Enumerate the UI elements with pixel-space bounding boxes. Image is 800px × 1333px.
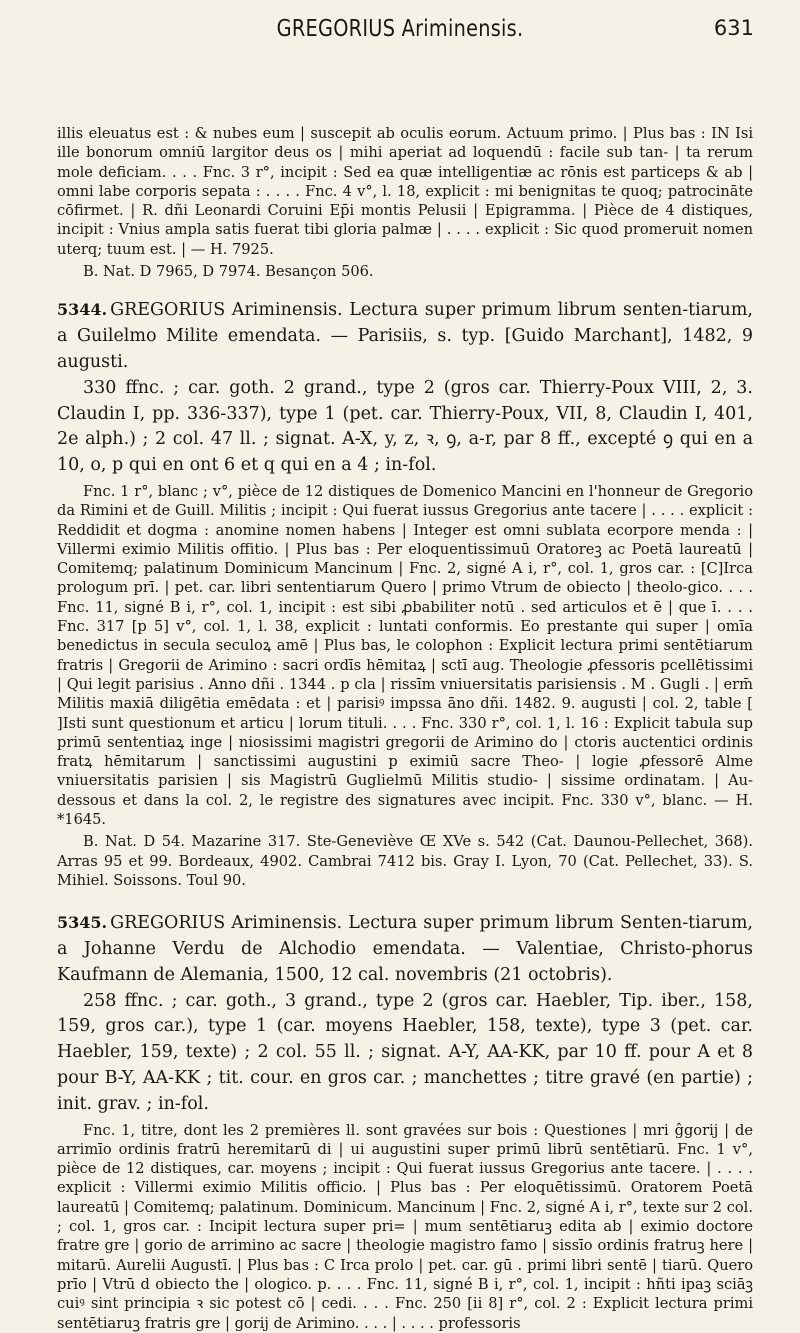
paragraph-text: GREGORIUS Ariminensis. Lectura super primum librum Senten-tiarum, a Johanne Verdu de Alchodio emendata. — Valentiae, Christo-phorus Kaufmann de Alemania, 1500, 12 cal. novembris (21 octobris). (57, 913, 753, 985)
catalog-entry-paragraph (57, 297, 753, 375)
text-column (57, 124, 753, 1333)
paragraph-text: illis eleuatus est : & nubes eum | suscepit ab oculis eorum. Actuum primo. | Plus bas : IN Isi ille bonorum omniū largitor deus os | mihi aperiat ad loquendū : facile sub tan- | ta rerum mole deficiam. . . . Fnc. 3 r°, incipit : Sed ea quæ intelligentiæ ac rōnis est particeps & ab | omni labe corporis sepata : . . . . Fnc. 4 v°, l. 18, explicit : mi benignitas te quoq; patrocināte cōfirmet. | R. dñi Leonardi Coruini Ep̄i montis Pelusii | Epigramma. | Pièce de 4 distiques, incipit : Vnius ampla satis fuerat tibi gloria palmæ | . . . . explicit : Sic quod promeruit nomen uterq; tuum est. | — H. 7925. (57, 125, 753, 258)
paragraph-text: B. Nat. D 7965, D 7974. Besançon 506. (83, 263, 374, 281)
note-paragraph (57, 124, 753, 259)
catalog-entry-paragraph (57, 910, 753, 988)
paragraph-text: B. Nat. D 54. Mazarine 317. Ste-Geneviève Œ XVe s. 542 (Cat. Daunou-Pellechet, 368). Arras 95 et 99. Bordeaux, 4902. Cambrai 7412 bis. Gray I. Lyon, 70 (Cat. Pellechet, 33). S. Mihiel. Soissons. Toul 90. (57, 833, 753, 889)
catalog-entry-paragraph (57, 376, 753, 479)
running-title: GREGORIUS Ariminensis. (276, 16, 524, 42)
paragraph-text: Fnc. 1 r°, blanc ; v°, pièce de 12 distiques de Domenico Mancini en l'honneur de Gregorio da Rimini et de Guill. Militis ; incipit : Qui fuerat iussus Gregorius ante tacere | . . . . explicit : Reddidit et dogma : anomine nomen habens | Integer est omni sublata ecorpore menda : | Villermi eximio Militis offitio. | Plus bas : Per eloquentissimuū Oratoreꝫ ac Poetā laureatū | Comitemq; palatinum Dominicum Mancinum | Fnc. 2, signé A i, r°, col. 1, gros car. : [C]Irca prologum prī. | pet. car. libri sententiarum Quero | primo Vtrum de obiecto | theolo-gico. . . . Fnc. 11, signé B i, r°, col. 1, incipit : est sibi ꝓbabiliter notū . sed articulos et ē | que ī. . . . Fnc. 317 [p 5] v°, col. 1, l. 38, explicit : luntati conformis. Eo prestante qui super | omīa benedictus in secula seculoꝝ amē | Plus bas, le colophon : Explicit lectura primi sentētiarum fratris | Gregorii de Arimino : sacri ordīs hēmitaꝝ | sctī aug. Theologie ꝓfessoris pcellētissimi | Qui legit parisius . Anno dñi . 1344 . p cla | rissīm vniuersitatis parisiensis . M . Gugli . | erm̄ Militis maxiā diligētia emēdata : et | parisiꝰ impssa āno dñi. 1482. 9. augusti | col. 2, table [ ]Isti sunt questionum et articu | lorum tituli. . . . Fnc. 330 r°, col. 1, l. 16 : Explicit tabula sup primū sententiaꝝ inge | niosissimi magistri gregorii de Arimino do | ctoris auctentici ordinis fratꝝ hēmitarum | sanctissimi augustini p eximiū sacre Theo- | logie ꝓfessorē Alme vniuersitatis parisien | sis Magistrū Guglielmū Militis studio- | sissime ordinatam. | Au-dessous et dans la col. 2, le registre des signatures avec incipit. Fnc. 330 v°, blanc. — H. *1645. (57, 482, 753, 828)
catalog-entry-paragraph (57, 989, 753, 1118)
paragraph-text: Fnc. 1, titre, dont les 2 premières ll. sont gravées sur bois : Questiones | mri ĝgorij | de arrimīo ordinis fratrū heremitarū di | ui augustini super primū librū sentētiarū. Fnc. 1 v°, pièce de 12 distiques, car. moyens ; incipit : Qui fuerat iussus Gregorius ante tacere. | . . . . explicit : Villermi eximio Militis officio. | Plus bas : Per eloquētissimū. Oratorem Poetā laureatū | Comitemq; palatinum. Dominicum. Mancinum | Fnc. 2, signé A i, r°, texte sur 2 col. ; col. 1, gros car. : Incipit lectura super pri= | mum sentētiaruꝫ edita ab | eximio doctore fratre gre | gorio de arrimino ac sacre | theologie magistro famo | sissīo ordinis fratruꝫ here | mitarū. Aurelii Augustī. | Plus bas : C Irca prolo | pet. car. gū . primi libri sentē | tiarū. Quero prīo | Vtrū d obiecto the | ologico. p. . . . Fnc. 11, signé B i, r°, col. 1, incipit : hñti ipaꝫ sciāꝫ cuiꝰ sint principia ꝛ sic potest cō | cedi. . . . Fnc. 250 [ii 8] r°, col. 2 : Explicit lectura primi sentētiaruꝫ fratris gre | gorij de Arimino. . . . | . . . . professoris (57, 1121, 753, 1332)
note-paragraph (57, 482, 753, 829)
entry-number: 5345. (57, 913, 108, 933)
note-paragraph (57, 832, 753, 890)
note-paragraph (57, 262, 753, 281)
paragraph-text: GREGORIUS Ariminensis. Lectura super primum librum senten-tiarum, a Guilelmo Milite emendata. — Parisiis, s. typ. [Guido Marchant], 1482, 9 augusti. (57, 300, 753, 372)
entry-number: 5344. (57, 300, 108, 320)
paragraph-text: 330 ffnc. ; car. goth. 2 grand., type 2 (gros car. Thierry-Poux VIII, 2, 3. Claudin I, pp. 336-337), type 1 (pet. car. Thierry-Poux, VII, 8, Claudin I, 401, 2e alph.) ; 2 col. 47 ll. ; signat. A-X, y, z, ꝛ, ꝯ, a-r, par 8 ff., excepté ꝯ qui en a 10, o, p qui en ont 6 et q qui en a 4 ; in-fol. (57, 377, 753, 476)
paragraph-text: 258 ffnc. ; car. goth., 3 grand., type 2 (gros car. Haebler, Tip. iber., 158, 159, gros car.), type 1 (car. moyens Haebler, 158, texte), type 3 (pet. car. Haebler, 159, texte) ; 2 col. 55 ll. ; signat. A-Y, AA-KK, par 10 ff. pour A et 8 pour B-Y, AA-KK ; tit. cour. en gros car. ; manchettes ; titre gravé (en partie) ; init. grav. ; in-fol. (57, 990, 753, 1114)
note-paragraph (57, 1121, 753, 1333)
running-head (0, 14, 800, 44)
page-number: 631 (713, 16, 754, 40)
